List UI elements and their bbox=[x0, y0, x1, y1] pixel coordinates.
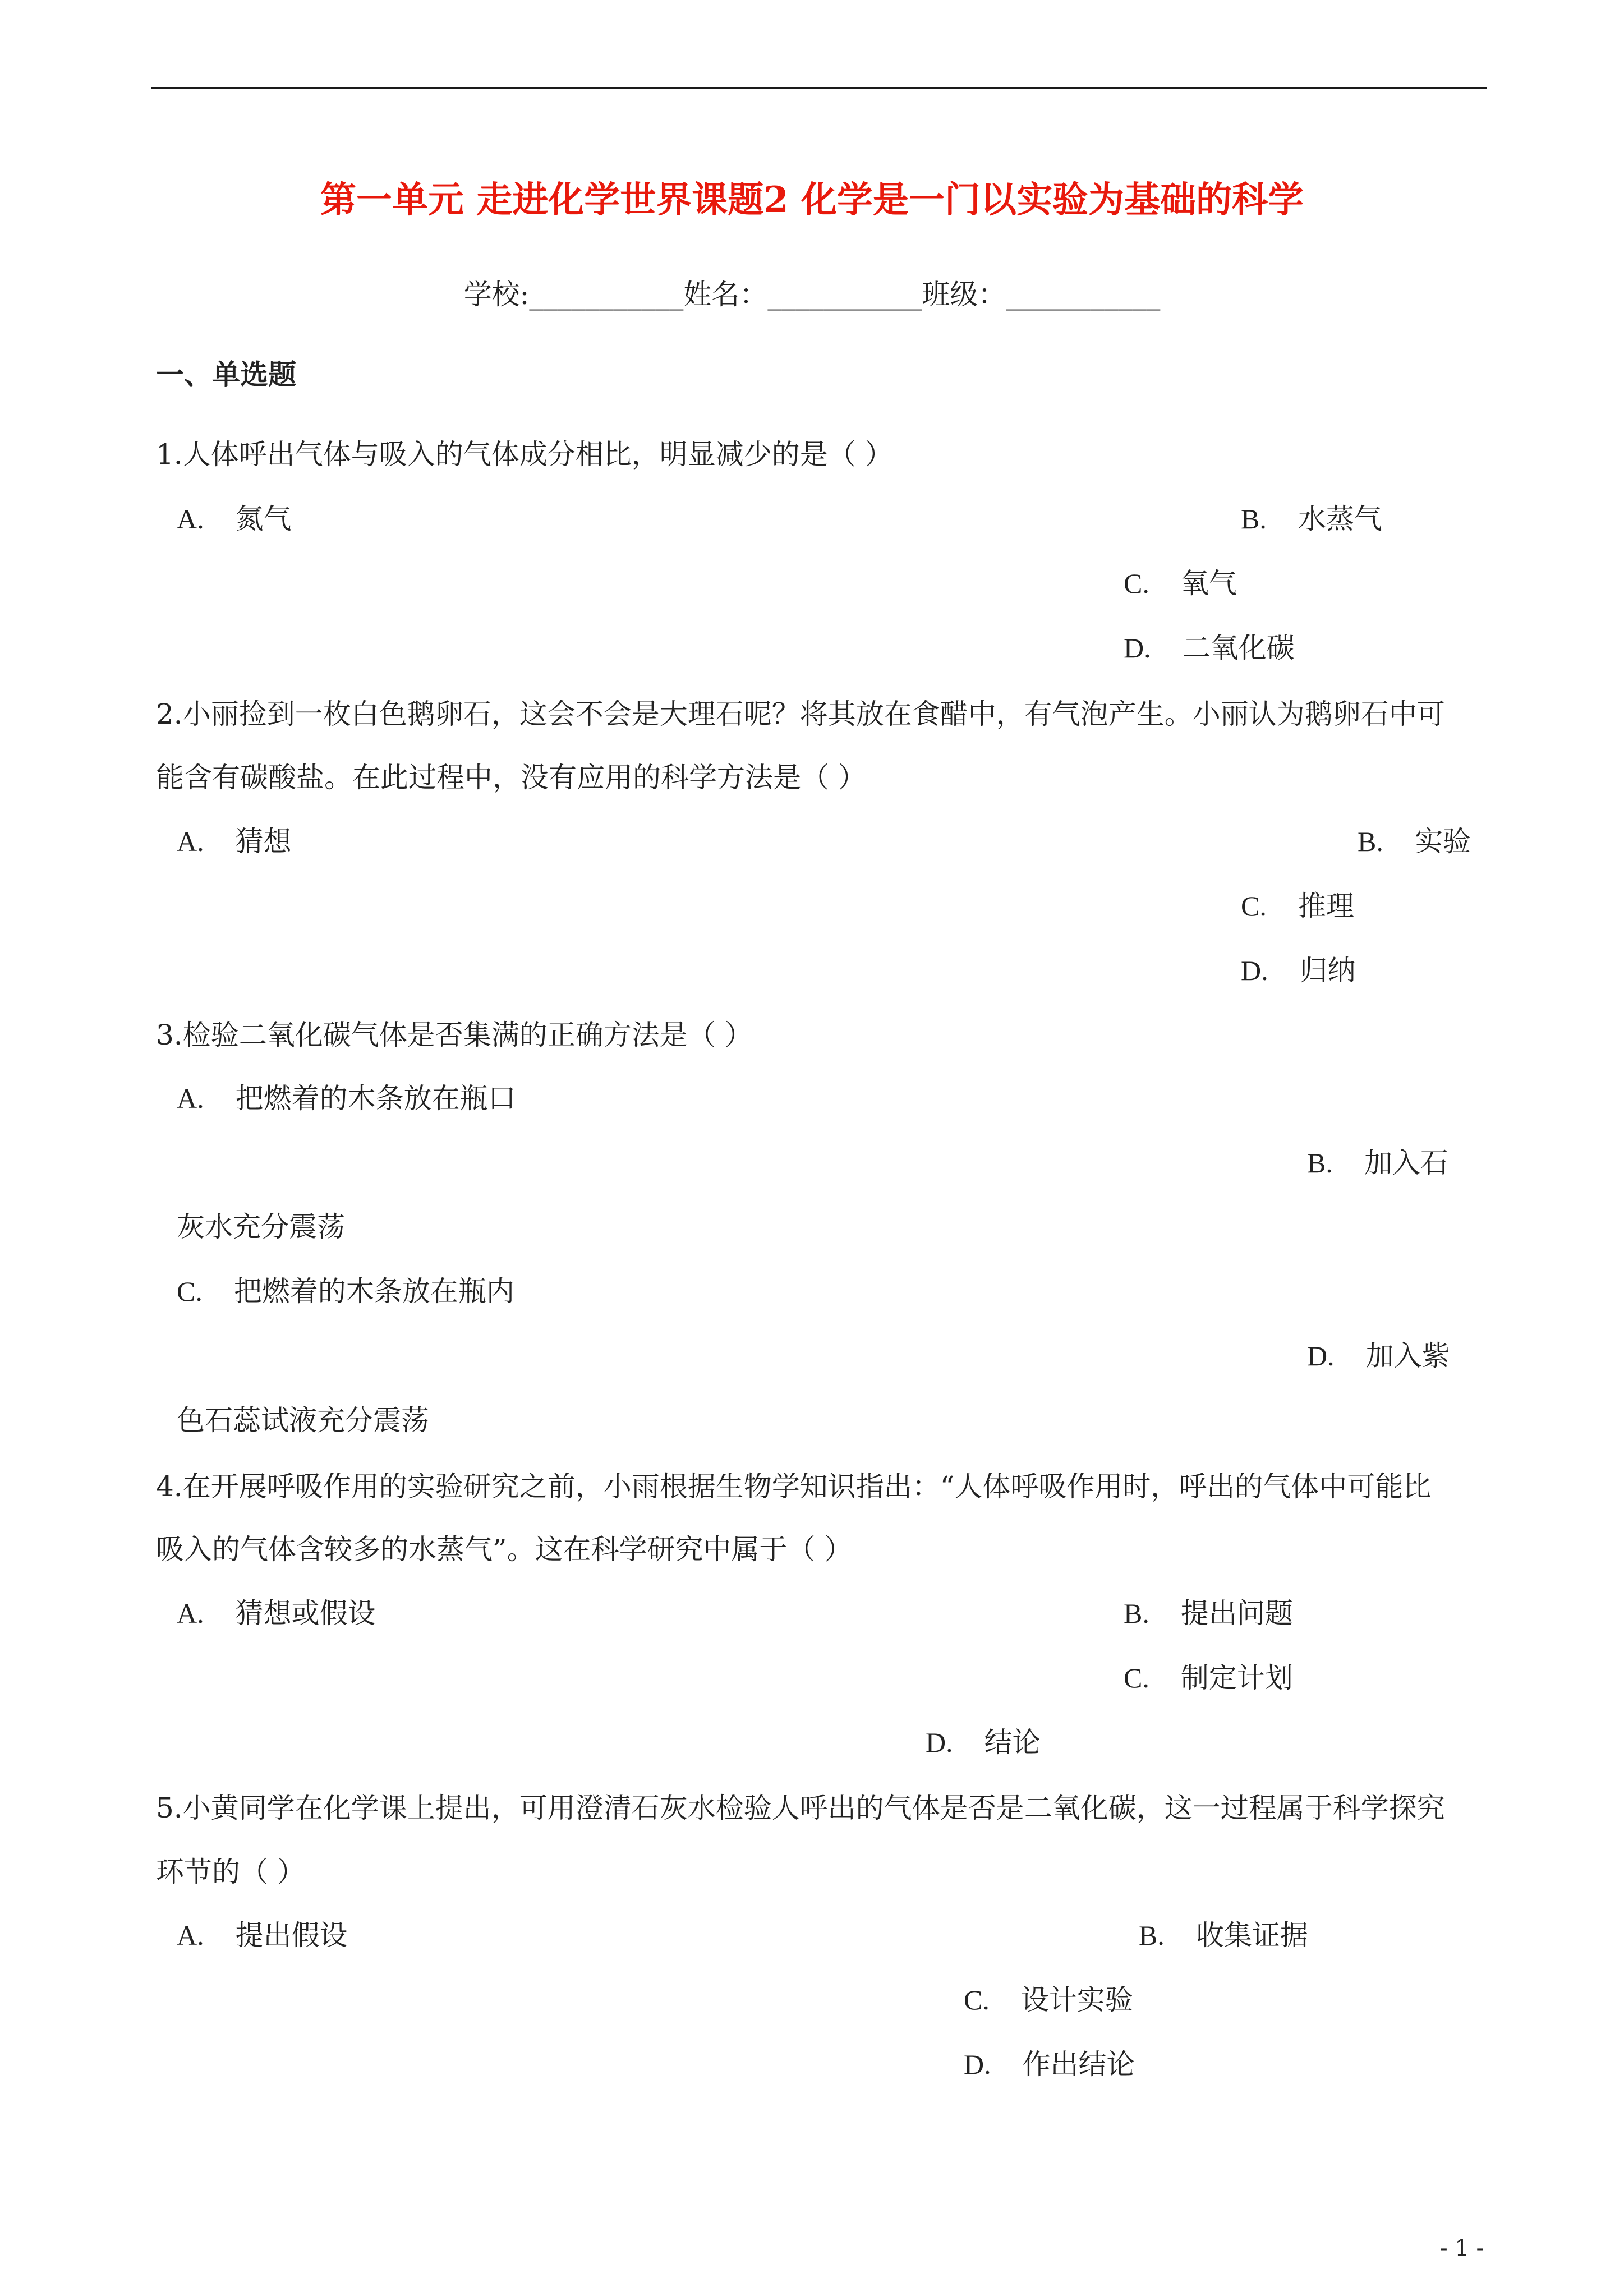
question-1-option-d: D. 二氧化碳 bbox=[1124, 632, 1295, 664]
question-3-option-d: D. 加入紫 bbox=[1307, 1340, 1450, 1372]
question-4-stem-line-1: 4.在开展呼吸作用的实验研究之前，小雨根据生物学知识指出：“人体呼吸作用时，呼出的气体中可能比 bbox=[156, 1470, 1432, 1503]
student-info-line: 学校:___________姓名：___________班级：___________ bbox=[463, 278, 1161, 311]
question-2-stem-line-2: 能含有碳酸盐。在此过程中，没有应用的科学方法是（ ） bbox=[156, 761, 866, 794]
question-1-option-b: B. 水蒸气 bbox=[1241, 503, 1382, 535]
question-5-option-b: B. 收集证据 bbox=[1139, 1919, 1308, 1952]
question-2-stem-line-1: 2.小丽捡到一枚白色鹅卵石，这会不会是大理石呢？将其放在食醋中，有气泡产生。小丽认为鹅卵石中可 bbox=[156, 698, 1445, 730]
question-1-stem: 1.人体呼出气体与吸入的气体成分相比，明显减少的是（ ） bbox=[156, 438, 893, 471]
section-heading: 一、单选题 bbox=[156, 358, 296, 391]
question-3-option-b-continuation: 灰水充分震荡 bbox=[177, 1211, 345, 1243]
question-5-option-c: C. 设计实验 bbox=[964, 1984, 1133, 2016]
question-5-stem-line-1: 5.小黄同学在化学课上提出，可用澄清石灰水检验人呼出的气体是否是二氧化碳，这一过程属于科学探究 bbox=[156, 1792, 1445, 1824]
document-title: 第一单元 走进化学世界课题2 化学是一门以实验为基础的科学 bbox=[320, 179, 1304, 221]
question-5-option-a: A. 提出假设 bbox=[177, 1919, 348, 1952]
question-3-option-d-continuation: 色石蕊试液充分震荡 bbox=[177, 1404, 429, 1437]
question-3-option-b: B. 加入石 bbox=[1307, 1147, 1448, 1179]
question-2-option-c: C. 推理 bbox=[1241, 890, 1354, 922]
page-number: - 1 - bbox=[1440, 2235, 1484, 2261]
question-2-option-d: D. 归纳 bbox=[1241, 954, 1356, 987]
question-1-option-c: C. 氧气 bbox=[1124, 567, 1237, 600]
question-4-option-c: C. 制定计划 bbox=[1124, 1662, 1293, 1694]
question-3-stem: 3.检验二氧化碳气体是否集满的正确方法是（ ） bbox=[156, 1019, 753, 1051]
question-4-option-a: A. 猜想或假设 bbox=[177, 1597, 376, 1630]
question-5-option-d: D. 作出结论 bbox=[964, 2048, 1135, 2081]
question-2-option-a: A. 猜想 bbox=[177, 825, 292, 858]
header-rule bbox=[151, 87, 1487, 89]
question-4-stem-line-2: 吸入的气体含较多的水蒸气”。这在科学研究中属于（ ） bbox=[156, 1533, 853, 1566]
question-1-option-a: A. 氮气 bbox=[177, 503, 292, 535]
question-3-option-a: A. 把燃着的木条放在瓶口 bbox=[177, 1082, 516, 1115]
question-4-option-d: D. 结论 bbox=[926, 1726, 1041, 1759]
question-5-stem-line-2: 环节的（ ） bbox=[156, 1856, 305, 1888]
question-3-option-c: C. 把燃着的木条放在瓶内 bbox=[177, 1275, 514, 1308]
question-2-option-b: B. 实验 bbox=[1358, 825, 1471, 858]
question-4-option-b: B. 提出问题 bbox=[1124, 1597, 1293, 1630]
